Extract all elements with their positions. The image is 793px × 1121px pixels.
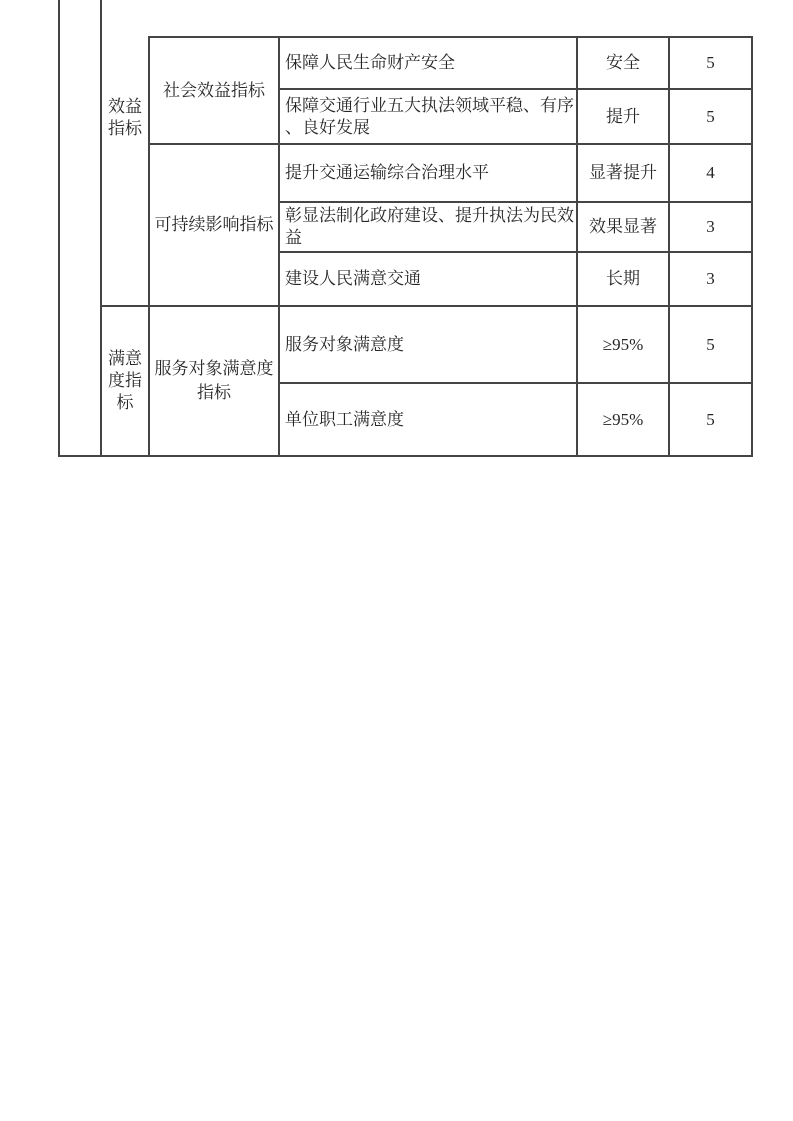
indicator-cell-row1: 保障人民生命财产安全: [280, 36, 578, 90]
score-cell-row1: 5: [670, 36, 753, 90]
score-cell-row6: 5: [670, 307, 753, 384]
target-value-cell-row4: 效果显著: [578, 203, 670, 253]
target-value-cell-row5: 长期: [578, 253, 670, 307]
target-value-cell-row1: 安全: [578, 36, 670, 90]
target-value-cell-row6: ≥95%: [578, 307, 670, 384]
score-cell-row7: 5: [670, 384, 753, 457]
score-cell-row2: 5: [670, 90, 753, 145]
indicator-cell-row4: 彰显法制化政府建设、提升执法为民效益: [280, 203, 578, 253]
level2-cell-service-target-satisfaction: 服务对象满意度指标: [148, 307, 280, 457]
level1-cell-satisfaction-indicators: 满意度指标: [102, 307, 148, 457]
indicator-cell-row6: 服务对象满意度: [280, 307, 578, 384]
target-value-cell-row2: 提升: [578, 90, 670, 145]
continuation-spanner-cell: [58, 0, 102, 457]
score-cell-row3: 4: [670, 145, 753, 203]
target-value-cell-row7: ≥95%: [578, 384, 670, 457]
level1-cell-benefit-indicators: 效益指标: [102, 0, 148, 307]
indicator-cell-row5: 建设人民满意交通: [280, 253, 578, 307]
level2-cell-sustainable-impact: 可持续影响指标: [148, 145, 280, 307]
target-value-cell-row3: 显著提升: [578, 145, 670, 203]
score-cell-row5: 3: [670, 253, 753, 307]
score-cell-row4: 3: [670, 203, 753, 253]
indicator-cell-row3: 提升交通运输综合治理水平: [280, 145, 578, 203]
indicator-cell-row7: 单位职工满意度: [280, 384, 578, 457]
level2-cell-social-benefit: 社会效益指标: [148, 36, 280, 145]
indicator-cell-row2: 保障交通行业五大执法领域平稳、有序、良好发展: [280, 90, 578, 145]
